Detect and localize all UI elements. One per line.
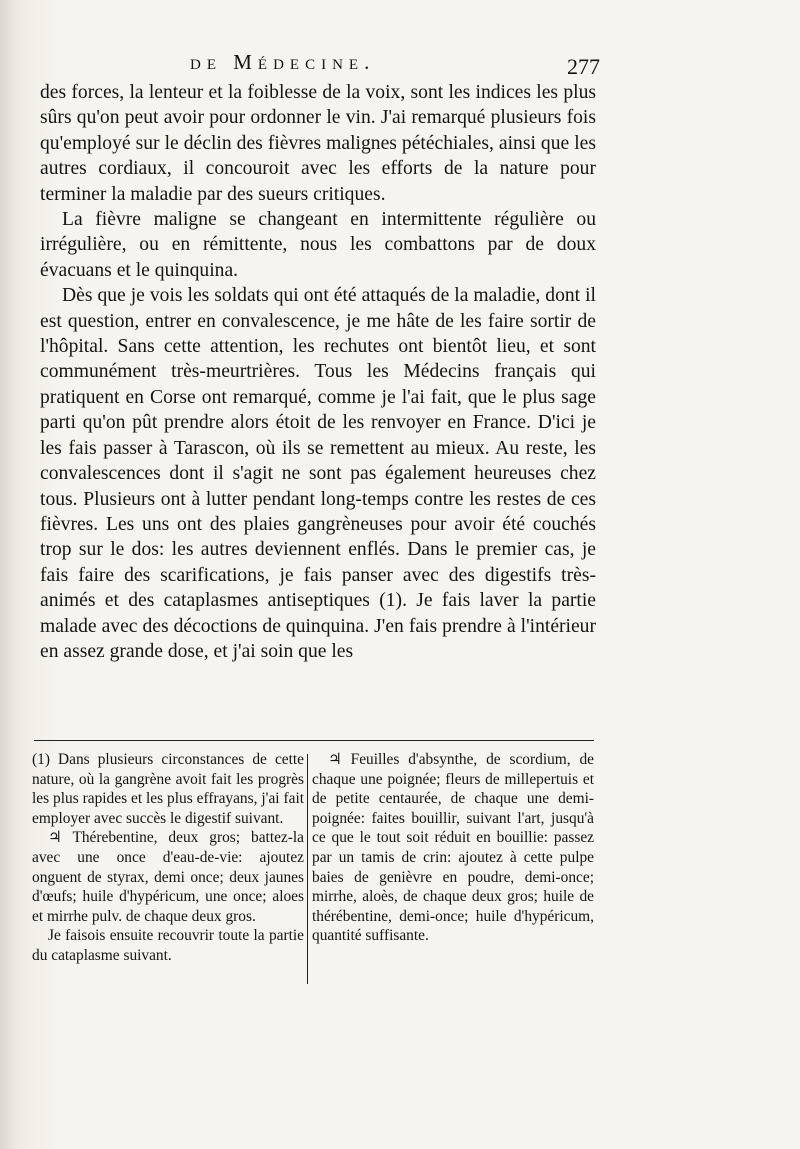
footnotes	[32, 750, 594, 990]
footnote-column-left	[32, 750, 304, 966]
running-head: de Médecine.	[190, 50, 376, 74]
paragraph: des forces, la lenteur et la foiblesse de la voix, sont les indices les plus sûrs qu'on peut avoir pour ordonner le vin. J'ai remarqué plusieurs fois qu'employé sur le déclin des fièvres malignes pétéchiales, ainsi que les autres cordiaux, il concouroit avec les efforts de la nature pour terminer la maladie par des sueurs critiques.	[40, 82, 596, 205]
page-number: 277	[567, 54, 600, 79]
footnote-paragraph: Je faisois ensuite recouvrir toute la partie du cataplasme suivant.	[32, 927, 304, 964]
footnote-column-right	[312, 750, 594, 946]
footnote-paragraph: (1) Dans plusieurs circonstances de cette nature, où la gangrène avoit fait les progrès les plus rapides et les plus effrayans, j'ai fait employer avec succès le digestif suivant.	[32, 751, 304, 827]
column-divider	[307, 754, 308, 984]
footnote-rule	[34, 740, 594, 741]
main-text	[40, 80, 596, 664]
paragraph: La fièvre maligne se changeant en intermittente régulière ou irrégulière, ou en rémittente, nous les combattons par de doux évacuans et le quinquina.	[40, 209, 596, 281]
footnote-paragraph: ♃ Feuilles d'absynthe, de scordium, de chaque une poignée; fleurs de millepertuis et de petite centaurée, de chaque une demi-poignée: faites bouillir, suivant l'art, jusqu'à ce que le tout soit réduit en bouillie: passez par un tamis de crin: ajoutez à cette pulpe baies de genièvre en poudre, demi-once; mirrhe, aloès, de chaque deux gros; huile de thérébentine, demi-once; huile d'hypéricum, quantité suffisante.	[312, 751, 594, 945]
footnote-paragraph: ♃ Thérebentine, deux gros; battez-la avec une once d'eau-de-vie: ajoutez onguent de styrax, demi once; deux jaunes d'œufs; huile d'hypéricum, une once; aloes et mirrhe pulv. de chaque deux gros.	[32, 829, 304, 925]
paragraph: Dès que je vois les soldats qui ont été attaqués de la maladie, dont il est question, entrer en convalescence, je me hâte de les faire sortir de l'hôpital. Sans cette attention, les rechutes ont bientôt lieu, et sont communément très-meurtrières. Tous les Médecins français qui pratiquent en Corse ont remarqué, comme je l'ai fait, que le plus sage parti qu'on pût prendre alors étoit de les renvoyer en France. D'ici je les fais passer à Tarascon, où ils se remettent au mieux. Au reste, les convalescences dont il s'agit ne sont pas également heureuses chez tous. Plusieurs ont à lutter pendant long-temps contre les restes de ces fièvres. Les uns ont des plaies gangrèneuses pour avoir été couchés trop sur le dos: les autres deviennent enflés. Dans le premier cas, je fais faire des scarifications, je fais panser avec des digestifs très-animés et des cataplasmes antiseptiques (1). Je fais laver la partie malade avec des décoctions de quinquina. J'en fais prendre à l'intérieur en assez grande dose, et j'ai soin que les	[40, 285, 596, 662]
